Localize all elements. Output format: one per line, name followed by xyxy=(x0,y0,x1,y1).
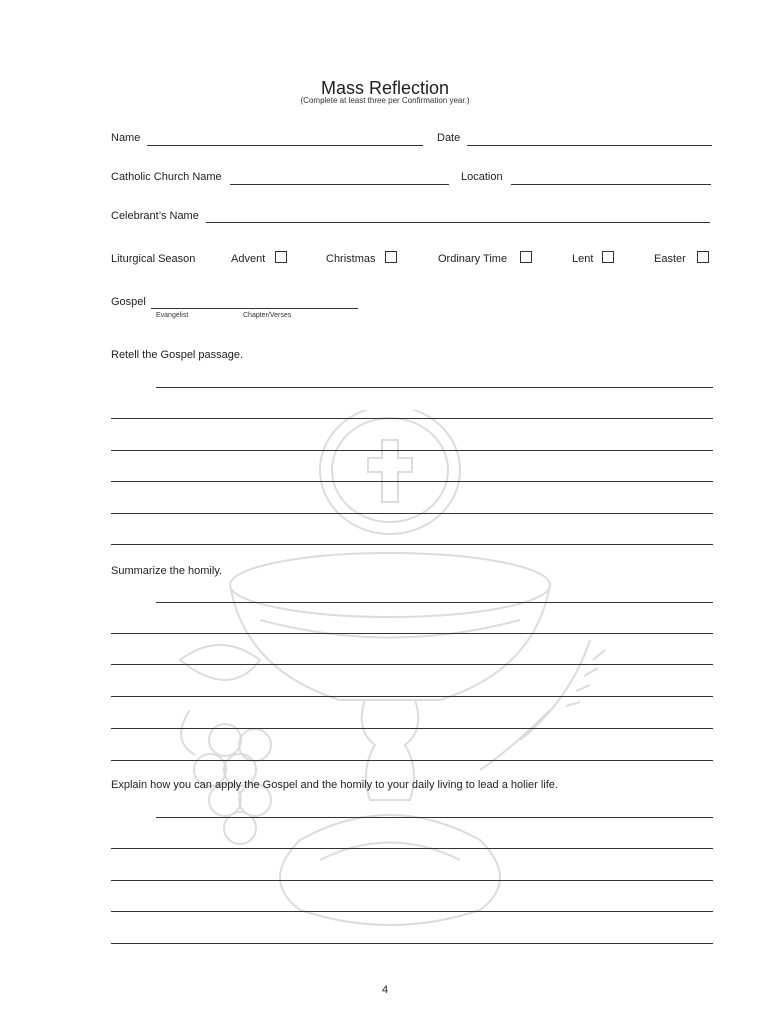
season-easter-label: Easter xyxy=(654,253,686,265)
page-subtitle: (Complete at least three per Confirmation year.) xyxy=(300,96,470,105)
name-field[interactable] xyxy=(147,145,423,146)
season-advent-checkbox[interactable] xyxy=(275,251,287,263)
gospel-label: Gospel xyxy=(111,296,146,308)
retell-line[interactable] xyxy=(111,544,713,545)
explain-prompt: Explain how you can apply the Gospel and the homily to your daily living to lead a holier life. xyxy=(111,779,558,791)
season-lent-label: Lent xyxy=(572,253,594,265)
name-label: Name xyxy=(111,132,141,144)
explain-line[interactable] xyxy=(156,817,713,818)
summarize-line[interactable] xyxy=(111,728,713,729)
chapter-verses-caption: Chapter/Verses xyxy=(243,312,292,319)
celebrant-field[interactable] xyxy=(206,222,710,223)
season-ordinary-time-checkbox[interactable] xyxy=(520,251,532,263)
season-lent-checkbox[interactable] xyxy=(602,251,614,263)
church-name-label: Catholic Church Name xyxy=(111,171,222,183)
evangelist-caption: Evangelist xyxy=(156,312,189,319)
summarize-line[interactable] xyxy=(111,696,713,697)
date-field[interactable] xyxy=(467,145,712,146)
retell-line[interactable] xyxy=(111,450,713,451)
retell-line[interactable] xyxy=(156,387,713,388)
celebrant-label: Celebrant’s Name xyxy=(111,210,199,222)
retell-line[interactable] xyxy=(111,513,713,514)
explain-line[interactable] xyxy=(111,943,713,944)
retell-line[interactable] xyxy=(111,481,713,482)
summarize-line[interactable] xyxy=(111,760,713,761)
liturgical-season-label: Liturgical Season xyxy=(111,253,196,265)
location-label: Location xyxy=(461,171,503,183)
location-field[interactable] xyxy=(511,184,711,185)
church-name-field[interactable] xyxy=(230,184,449,185)
summarize-line[interactable] xyxy=(111,664,713,665)
summarize-line[interactable] xyxy=(111,633,713,634)
explain-line[interactable] xyxy=(111,848,713,849)
explain-line[interactable] xyxy=(111,880,713,881)
season-easter-checkbox[interactable] xyxy=(697,251,709,263)
page-title: Mass Reflection xyxy=(320,78,450,98)
explain-line[interactable] xyxy=(111,911,713,912)
page-number: 4 xyxy=(381,984,389,996)
summarize-prompt: Summarize the homily. xyxy=(111,565,223,577)
chalice-watermark-image xyxy=(150,410,620,940)
season-christmas-label: Christmas xyxy=(326,253,376,265)
retell-prompt: Retell the Gospel passage. xyxy=(111,349,244,361)
season-ordinary-time-label: Ordinary Time xyxy=(438,253,508,265)
retell-line[interactable] xyxy=(111,418,713,419)
date-label: Date xyxy=(437,132,461,144)
season-advent-label: Advent xyxy=(231,253,266,265)
gospel-field[interactable] xyxy=(151,308,358,309)
summarize-line[interactable] xyxy=(156,602,713,603)
season-christmas-checkbox[interactable] xyxy=(385,251,397,263)
